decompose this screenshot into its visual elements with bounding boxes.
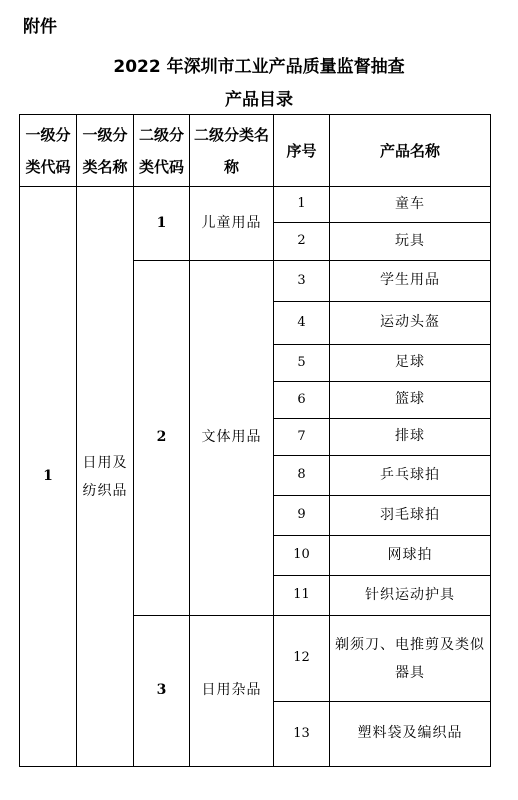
serial-no-cell: 4 [274, 302, 330, 345]
serial-no-cell: 11 [274, 576, 330, 616]
product-name-cell: 剃须刀、电推剪及类似器具 [330, 616, 491, 702]
product-name-cell: 针织运动护具 [330, 576, 491, 616]
serial-no-cell: 8 [274, 456, 330, 496]
document-subtitle: 产品目录 [225, 90, 293, 110]
level2-name-cell: 文体用品 [190, 261, 274, 616]
document-title: 2022 年深圳市工业产品质量监督抽查 [113, 57, 405, 77]
col-header-serial-no: 序号 [274, 115, 330, 187]
col-header-level2-code: 二级分类代码 [134, 115, 190, 187]
product-name-cell: 运动头盔 [330, 302, 491, 345]
product-name-cell: 排球 [330, 419, 491, 456]
level2-name-cell: 日用杂品 [190, 616, 274, 767]
col-header-level2-name: 二级分类名称 [190, 115, 274, 187]
table-header-row [20, 115, 491, 187]
col-header-level1-code: 一级分类代码 [20, 115, 77, 187]
product-name-cell: 乒乓球拍 [330, 456, 491, 496]
serial-no-cell: 9 [274, 496, 330, 536]
level2-code-cell: 3 [134, 616, 190, 767]
serial-no-cell: 5 [274, 345, 330, 382]
product-name-cell: 篮球 [330, 382, 491, 419]
product-name-cell: 网球拍 [330, 536, 491, 576]
level2-code-cell: 1 [134, 187, 190, 261]
serial-no-cell: 13 [274, 702, 330, 767]
level1-code-cell: 1 [20, 187, 77, 767]
product-name-cell: 学生用品 [330, 261, 491, 302]
product-name-cell: 童车 [330, 187, 491, 223]
level2-code-cell: 2 [134, 261, 190, 616]
product-name-cell: 足球 [330, 345, 491, 382]
level2-name-cell: 儿童用品 [190, 187, 274, 261]
table-row [20, 187, 491, 223]
serial-no-cell: 7 [274, 419, 330, 456]
product-name-cell: 塑料袋及编织品 [330, 702, 491, 767]
col-header-product-name: 产品名称 [330, 115, 491, 187]
product-catalog-table [19, 114, 491, 767]
serial-no-cell: 1 [274, 187, 330, 223]
serial-no-cell: 3 [274, 261, 330, 302]
product-name-cell: 玩具 [330, 223, 491, 261]
level1-name-cell: 日用及纺织品 [77, 187, 134, 767]
serial-no-cell: 6 [274, 382, 330, 419]
attachment-label: 附件 [23, 17, 57, 37]
serial-no-cell: 10 [274, 536, 330, 576]
serial-no-cell: 12 [274, 616, 330, 702]
product-name-cell: 羽毛球拍 [330, 496, 491, 536]
col-header-level1-name: 一级分类名称 [77, 115, 134, 187]
serial-no-cell: 2 [274, 223, 330, 261]
